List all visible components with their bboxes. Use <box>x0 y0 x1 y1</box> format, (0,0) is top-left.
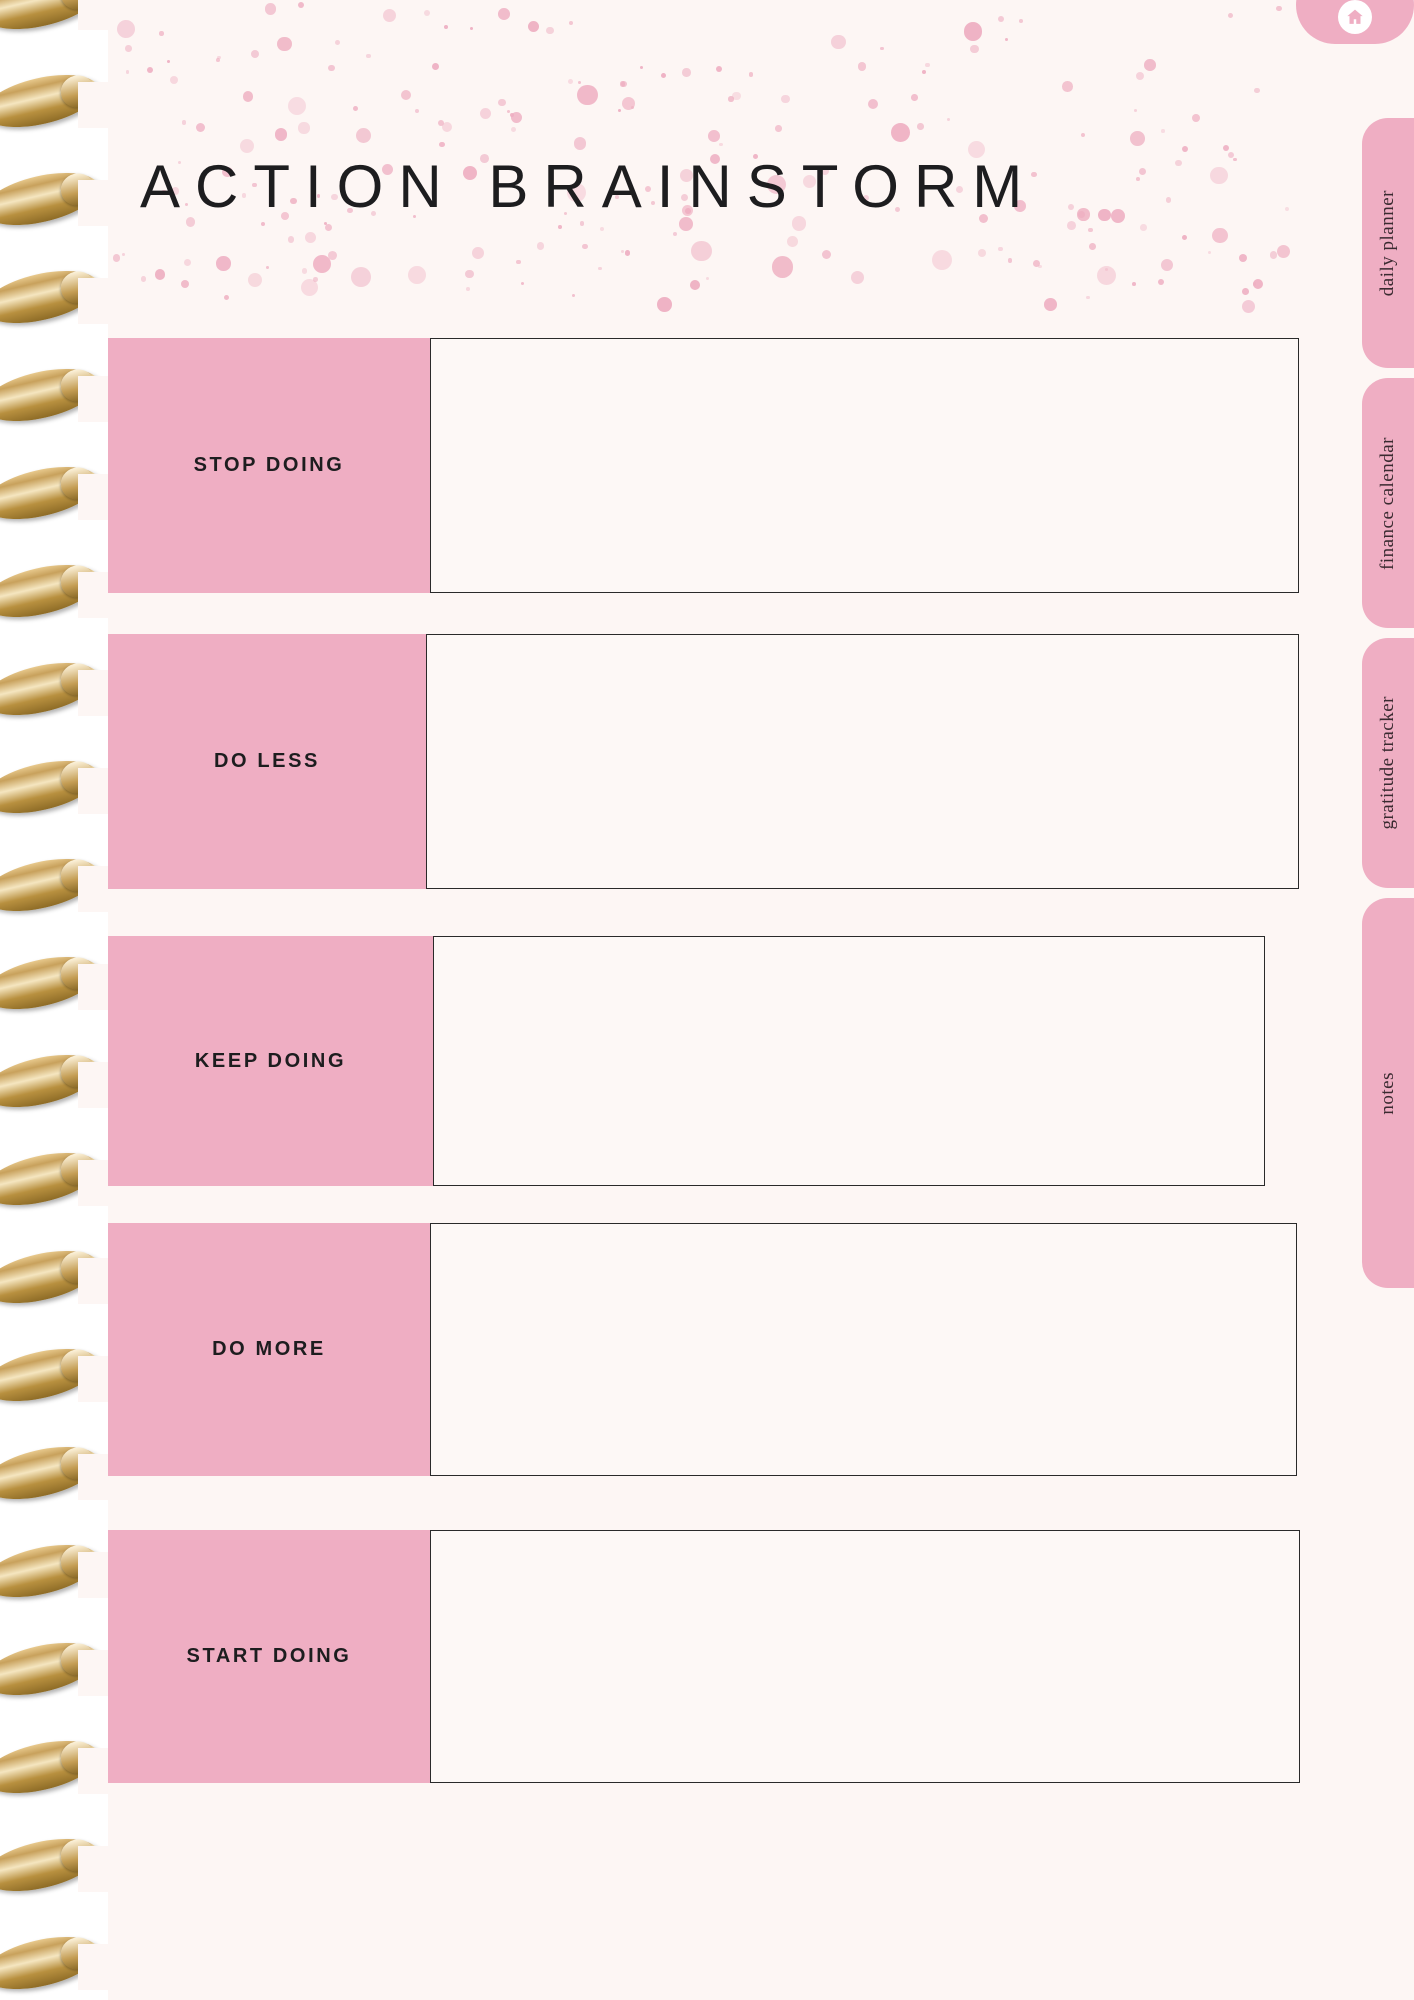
coil-gap <box>78 1650 108 1696</box>
spiral-binding <box>0 0 108 2000</box>
coil-gap <box>78 180 108 226</box>
side-tab-daily-planner[interactable] <box>1362 118 1414 368</box>
row-input-keep-doing[interactable] <box>433 936 1265 1186</box>
coil-gap <box>78 376 108 422</box>
side-tab-gratitude-tracker[interactable] <box>1362 638 1414 888</box>
side-tab-finance-calendar[interactable] <box>1362 378 1414 628</box>
side-tab-notes[interactable] <box>1362 898 1414 1288</box>
row-label-do-more: DO MORE <box>108 1223 430 1476</box>
row-input-do-less[interactable] <box>426 634 1299 889</box>
coil-gap <box>78 474 108 520</box>
home-icon <box>1338 0 1372 34</box>
side-tab-nav <box>1354 0 1414 2000</box>
row-label-stop-doing: STOP DOING <box>108 338 430 593</box>
side-tab-label: gratitude tracker <box>1377 696 1398 830</box>
coil-gap <box>78 1846 108 1892</box>
row-label-start-doing: START DOING <box>108 1530 430 1783</box>
page-title: ACTION BRAINSTORM <box>140 153 1038 221</box>
coil-gap <box>78 1258 108 1304</box>
coil-gap <box>78 768 108 814</box>
side-tab-label: notes <box>1377 1071 1398 1115</box>
coil-gap <box>78 1062 108 1108</box>
coil-gap <box>78 1160 108 1206</box>
coil-gap <box>78 1356 108 1402</box>
coil-gap <box>78 278 108 324</box>
row-input-stop-doing[interactable] <box>430 338 1299 593</box>
brainstorm-row <box>108 936 1265 1186</box>
brainstorm-row <box>108 338 1299 593</box>
row-label-do-less: DO LESS <box>108 634 426 889</box>
coil-gap <box>78 1552 108 1598</box>
side-tab-label: finance calendar <box>1377 436 1398 570</box>
row-input-do-more[interactable] <box>430 1223 1297 1476</box>
coil-gap <box>78 866 108 912</box>
coil-gap <box>78 1748 108 1794</box>
coil-gap <box>78 82 108 128</box>
home-button[interactable] <box>1296 0 1414 44</box>
row-label-keep-doing: KEEP DOING <box>108 936 433 1186</box>
brainstorm-row <box>108 1223 1297 1476</box>
coil-gap <box>78 1944 108 1990</box>
coil-gap <box>78 572 108 618</box>
coil-gap <box>78 1454 108 1500</box>
brainstorm-row <box>108 634 1299 889</box>
coil-gap <box>78 964 108 1010</box>
brainstorm-row <box>108 1530 1300 1783</box>
row-input-start-doing[interactable] <box>430 1530 1300 1783</box>
coil-gap <box>78 0 108 30</box>
side-tab-label: daily planner <box>1377 189 1398 297</box>
coil-gap <box>78 670 108 716</box>
